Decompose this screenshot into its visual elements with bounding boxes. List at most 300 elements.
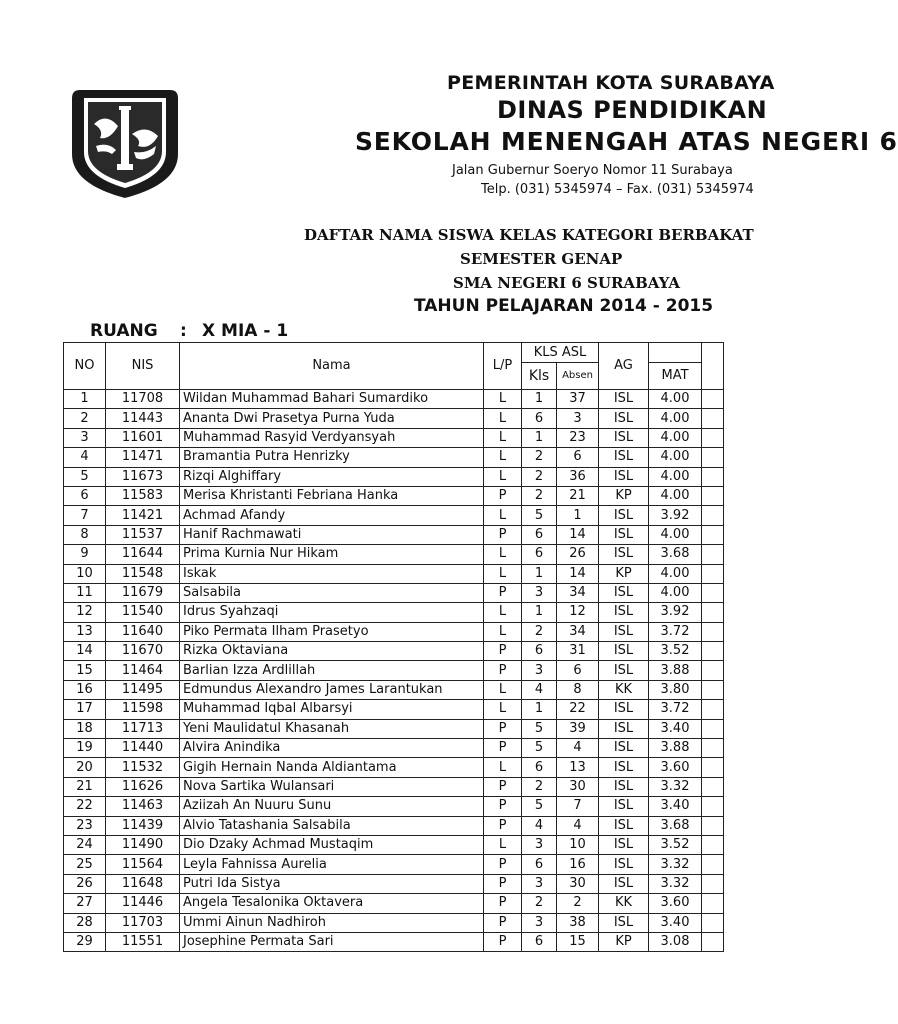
cell-extra: [702, 758, 724, 777]
table-row: [64, 409, 724, 428]
cell-no: 16: [64, 680, 106, 699]
table-row: [64, 680, 724, 699]
cell-mat: 3.32: [649, 777, 702, 796]
cell-mat: 3.60: [649, 758, 702, 777]
cell-ag: ISL: [599, 409, 649, 428]
cell-nama: Rizqi Alghiffary: [180, 467, 484, 486]
cell-nama: Bramantia Putra Henrizky: [180, 448, 484, 467]
cell-nis: 11679: [106, 583, 180, 602]
cell-lp: L: [484, 680, 522, 699]
table-row: [64, 874, 724, 893]
header-mat: MAT: [649, 363, 702, 390]
cell-ag: ISL: [599, 835, 649, 854]
table-row: [64, 719, 724, 738]
cell-mat: 3.68: [649, 816, 702, 835]
cell-lp: L: [484, 835, 522, 854]
table-row: [64, 700, 724, 719]
cell-kls: 3: [522, 913, 557, 932]
cell-extra: [702, 739, 724, 758]
header-kls: Kls: [522, 363, 557, 390]
table-row: [64, 390, 724, 409]
cell-lp: P: [484, 525, 522, 544]
document-year: TAHUN PELAJARAN 2014 - 2015: [414, 296, 714, 316]
cell-extra: [702, 719, 724, 738]
cell-ag: ISL: [599, 874, 649, 893]
cell-nis: 11601: [106, 428, 180, 447]
header-lp: L/P: [484, 343, 522, 390]
cell-nama: Josephine Permata Sari: [180, 932, 484, 951]
cell-mat: 4.00: [649, 583, 702, 602]
cell-lp: L: [484, 467, 522, 486]
cell-kls: 6: [522, 409, 557, 428]
table-row: [64, 545, 724, 564]
cell-extra: [702, 835, 724, 854]
cell-no: 8: [64, 525, 106, 544]
cell-kls: 2: [522, 448, 557, 467]
cell-kls: 6: [522, 545, 557, 564]
cell-ag: KP: [599, 564, 649, 583]
cell-absen: 34: [557, 583, 599, 602]
cell-extra: [702, 409, 724, 428]
cell-absen: 6: [557, 448, 599, 467]
cell-nis: 11421: [106, 506, 180, 525]
cell-absen: 6: [557, 661, 599, 680]
cell-absen: 21: [557, 486, 599, 505]
cell-no: 13: [64, 622, 106, 641]
header-extra: [702, 343, 724, 390]
table-row: [64, 467, 724, 486]
cell-extra: [702, 816, 724, 835]
cell-no: 10: [64, 564, 106, 583]
cell-extra: [702, 622, 724, 641]
cell-no: 3: [64, 428, 106, 447]
cell-ag: ISL: [599, 390, 649, 409]
cell-ag: ISL: [599, 739, 649, 758]
table-row: [64, 758, 724, 777]
cell-kls: 6: [522, 525, 557, 544]
cell-mat: 3.40: [649, 719, 702, 738]
cell-mat: 3.52: [649, 642, 702, 661]
cell-no: 25: [64, 855, 106, 874]
table-row: [64, 913, 724, 932]
cell-extra: [702, 680, 724, 699]
cell-mat: 3.92: [649, 603, 702, 622]
cell-absen: 14: [557, 564, 599, 583]
cell-kls: 1: [522, 603, 557, 622]
cell-ag: ISL: [599, 448, 649, 467]
cell-absen: 34: [557, 622, 599, 641]
table-row: [64, 816, 724, 835]
table-row: [64, 448, 724, 467]
cell-kls: 3: [522, 583, 557, 602]
cell-kls: 2: [522, 467, 557, 486]
cell-ag: ISL: [599, 855, 649, 874]
cell-lp: P: [484, 661, 522, 680]
cell-no: 27: [64, 894, 106, 913]
cell-extra: [702, 390, 724, 409]
cell-nis: 11673: [106, 467, 180, 486]
cell-absen: 4: [557, 816, 599, 835]
cell-lp: L: [484, 428, 522, 447]
cell-no: 23: [64, 816, 106, 835]
cell-extra: [702, 448, 724, 467]
cell-nis: 11439: [106, 816, 180, 835]
cell-kls: 4: [522, 680, 557, 699]
cell-mat: 4.00: [649, 448, 702, 467]
table-row: [64, 739, 724, 758]
cell-ag: ISL: [599, 583, 649, 602]
letterhead-phone: Telp. (031) 5345974 – Fax. (031) 5345974: [481, 182, 754, 197]
cell-mat: 3.72: [649, 700, 702, 719]
cell-nama: Achmad Afandy: [180, 506, 484, 525]
cell-mat: 3.40: [649, 797, 702, 816]
cell-no: 21: [64, 777, 106, 796]
cell-extra: [702, 777, 724, 796]
cell-absen: 23: [557, 428, 599, 447]
cell-lp: P: [484, 932, 522, 951]
student-table: [63, 342, 724, 952]
cell-no: 18: [64, 719, 106, 738]
cell-lp: P: [484, 642, 522, 661]
cell-extra: [702, 932, 724, 951]
cell-nis: 11708: [106, 390, 180, 409]
cell-nis: 11463: [106, 797, 180, 816]
header-kls-asl: KLS ASL: [522, 343, 599, 363]
cell-nis: 11537: [106, 525, 180, 544]
cell-absen: 30: [557, 777, 599, 796]
cell-mat: 3.88: [649, 661, 702, 680]
cell-no: 14: [64, 642, 106, 661]
cell-mat: 3.72: [649, 622, 702, 641]
cell-extra: [702, 874, 724, 893]
document-semester: SEMESTER GENAP: [460, 250, 623, 268]
table-row: [64, 486, 724, 505]
cell-extra: [702, 428, 724, 447]
cell-mat: 3.32: [649, 874, 702, 893]
table-row: [64, 932, 724, 951]
cell-lp: P: [484, 894, 522, 913]
cell-nis: 11532: [106, 758, 180, 777]
cell-lp: L: [484, 564, 522, 583]
cell-nis: 11446: [106, 894, 180, 913]
cell-ag: ISL: [599, 758, 649, 777]
cell-kls: 2: [522, 622, 557, 641]
cell-kls: 1: [522, 428, 557, 447]
cell-nis: 11644: [106, 545, 180, 564]
cell-no: 24: [64, 835, 106, 854]
cell-nama: Ananta Dwi Prasetya Purna Yuda: [180, 409, 484, 428]
cell-nama: Dio Dzaky Achmad Mustaqim: [180, 835, 484, 854]
table-row: [64, 855, 724, 874]
cell-mat: 3.92: [649, 506, 702, 525]
cell-mat: 4.00: [649, 564, 702, 583]
cell-lp: L: [484, 603, 522, 622]
cell-absen: 15: [557, 932, 599, 951]
cell-nis: 11598: [106, 700, 180, 719]
cell-lp: L: [484, 409, 522, 428]
table-row: [64, 564, 724, 583]
cell-absen: 10: [557, 835, 599, 854]
cell-extra: [702, 894, 724, 913]
room-info: [90, 321, 288, 341]
table-row: [64, 583, 724, 602]
cell-absen: 22: [557, 700, 599, 719]
cell-mat: 4.00: [649, 409, 702, 428]
cell-no: 20: [64, 758, 106, 777]
header-absen: Absen: [557, 363, 599, 390]
cell-nis: 11443: [106, 409, 180, 428]
cell-mat: 3.52: [649, 835, 702, 854]
cell-extra: [702, 486, 724, 505]
header-nama: Nama: [180, 343, 484, 390]
cell-nis: 11490: [106, 835, 180, 854]
table-row: [64, 622, 724, 641]
cell-ag: KP: [599, 486, 649, 505]
cell-extra: [702, 700, 724, 719]
header-no: NO: [64, 343, 106, 390]
cell-nis: 11564: [106, 855, 180, 874]
cell-nama: Rizka Oktaviana: [180, 642, 484, 661]
table-row: [64, 894, 724, 913]
cell-kls: 2: [522, 486, 557, 505]
cell-ag: ISL: [599, 642, 649, 661]
cell-nama: Gigih Hernain Nanda Aldiantama: [180, 758, 484, 777]
cell-ag: ISL: [599, 777, 649, 796]
cell-no: 26: [64, 874, 106, 893]
cell-lp: P: [484, 777, 522, 796]
cell-extra: [702, 506, 724, 525]
cell-lp: L: [484, 758, 522, 777]
cell-nis: 11648: [106, 874, 180, 893]
cell-no: 9: [64, 545, 106, 564]
cell-lp: P: [484, 874, 522, 893]
cell-absen: 16: [557, 855, 599, 874]
cell-nis: 11626: [106, 777, 180, 796]
cell-no: 12: [64, 603, 106, 622]
letterhead-department: DINAS PENDIDIKAN: [497, 96, 768, 124]
cell-ag: ISL: [599, 661, 649, 680]
cell-kls: 6: [522, 932, 557, 951]
cell-kls: 6: [522, 855, 557, 874]
cell-nama: Nova Sartika Wulansari: [180, 777, 484, 796]
cell-kls: 5: [522, 739, 557, 758]
cell-ag: ISL: [599, 816, 649, 835]
cell-nis: 11548: [106, 564, 180, 583]
cell-extra: [702, 603, 724, 622]
cell-absen: 12: [557, 603, 599, 622]
cell-kls: 3: [522, 874, 557, 893]
cell-ag: ISL: [599, 700, 649, 719]
cell-nama: Muhammad Rasyid Verdyansyah: [180, 428, 484, 447]
cell-mat: 3.60: [649, 894, 702, 913]
cell-nama: Idrus Syahzaqi: [180, 603, 484, 622]
cell-no: 22: [64, 797, 106, 816]
cell-ag: ISL: [599, 545, 649, 564]
cell-no: 1: [64, 390, 106, 409]
cell-absen: 7: [557, 797, 599, 816]
cell-absen: 8: [557, 680, 599, 699]
cell-lp: P: [484, 739, 522, 758]
city-crest-logo: [66, 84, 184, 202]
cell-no: 11: [64, 583, 106, 602]
cell-nama: Wildan Muhammad Bahari Sumardiko: [180, 390, 484, 409]
room-value: X MIA - 1: [202, 321, 289, 341]
cell-kls: 2: [522, 894, 557, 913]
cell-nis: 11540: [106, 603, 180, 622]
document-school: SMA NEGERI 6 SURABAYA: [453, 274, 681, 292]
table-row: [64, 661, 724, 680]
cell-nama: Barlian Izza Ardlillah: [180, 661, 484, 680]
cell-mat: 3.32: [649, 855, 702, 874]
cell-kls: 1: [522, 390, 557, 409]
cell-kls: 3: [522, 661, 557, 680]
cell-no: 2: [64, 409, 106, 428]
table-row: [64, 506, 724, 525]
room-colon: :: [180, 321, 187, 341]
table-row: [64, 642, 724, 661]
cell-lp: P: [484, 855, 522, 874]
cell-no: 6: [64, 486, 106, 505]
cell-nis: 11713: [106, 719, 180, 738]
cell-mat: 3.08: [649, 932, 702, 951]
cell-lp: P: [484, 797, 522, 816]
cell-no: 28: [64, 913, 106, 932]
cell-lp: L: [484, 545, 522, 564]
cell-ag: ISL: [599, 525, 649, 544]
cell-absen: 37: [557, 390, 599, 409]
cell-nama: Edmundus Alexandro James Larantukan: [180, 680, 484, 699]
cell-lp: P: [484, 913, 522, 932]
letterhead-address: Jalan Gubernur Soeryo Nomor 11 Surabaya: [452, 163, 733, 178]
cell-nis: 11551: [106, 932, 180, 951]
cell-no: 17: [64, 700, 106, 719]
cell-nama: Ummi Ainun Nadhiroh: [180, 913, 484, 932]
cell-extra: [702, 564, 724, 583]
student-table-wrapper: [63, 342, 700, 952]
cell-nis: 11670: [106, 642, 180, 661]
cell-mat: 4.00: [649, 467, 702, 486]
cell-mat: 4.00: [649, 390, 702, 409]
cell-extra: [702, 661, 724, 680]
room-label: RUANG: [90, 321, 158, 341]
cell-extra: [702, 583, 724, 602]
cell-lp: P: [484, 719, 522, 738]
cell-no: 29: [64, 932, 106, 951]
cell-lp: L: [484, 448, 522, 467]
cell-absen: 31: [557, 642, 599, 661]
cell-nis: 11640: [106, 622, 180, 641]
cell-extra: [702, 855, 724, 874]
cell-kls: 5: [522, 506, 557, 525]
cell-kls: 6: [522, 758, 557, 777]
cell-ag: ISL: [599, 913, 649, 932]
cell-no: 4: [64, 448, 106, 467]
table-row: [64, 777, 724, 796]
cell-mat: 4.00: [649, 428, 702, 447]
cell-nama: Leyla Fahnissa Aurelia: [180, 855, 484, 874]
cell-absen: 1: [557, 506, 599, 525]
cell-mat: 3.80: [649, 680, 702, 699]
cell-ag: KK: [599, 680, 649, 699]
cell-ag: ISL: [599, 467, 649, 486]
header-nis: NIS: [106, 343, 180, 390]
cell-lp: L: [484, 700, 522, 719]
table-row: [64, 603, 724, 622]
cell-absen: 3: [557, 409, 599, 428]
cell-no: 7: [64, 506, 106, 525]
cell-ag: KP: [599, 932, 649, 951]
cell-lp: L: [484, 622, 522, 641]
cell-absen: 14: [557, 525, 599, 544]
table-row: [64, 835, 724, 854]
cell-mat: 4.00: [649, 486, 702, 505]
table-row: [64, 428, 724, 447]
cell-kls: 6: [522, 642, 557, 661]
cell-nama: Alvira Anindika: [180, 739, 484, 758]
cell-kls: 1: [522, 700, 557, 719]
cell-absen: 36: [557, 467, 599, 486]
cell-absen: 4: [557, 739, 599, 758]
header-ag: AG: [599, 343, 649, 390]
cell-absen: 30: [557, 874, 599, 893]
table-row: [64, 797, 724, 816]
letterhead-government: PEMERINTAH KOTA SURABAYA: [447, 72, 775, 94]
cell-kls: 2: [522, 777, 557, 796]
cell-ag: KK: [599, 894, 649, 913]
cell-nis: 11440: [106, 739, 180, 758]
cell-extra: [702, 467, 724, 486]
cell-ag: ISL: [599, 797, 649, 816]
cell-extra: [702, 545, 724, 564]
cell-nis: 11464: [106, 661, 180, 680]
cell-lp: L: [484, 506, 522, 525]
cell-mat: 3.88: [649, 739, 702, 758]
cell-nama: Iskak: [180, 564, 484, 583]
cell-ag: ISL: [599, 506, 649, 525]
cell-absen: 13: [557, 758, 599, 777]
cell-mat: 3.40: [649, 913, 702, 932]
cell-nama: Aziizah An Nuuru Sunu: [180, 797, 484, 816]
cell-lp: L: [484, 390, 522, 409]
cell-absen: 2: [557, 894, 599, 913]
cell-kls: 4: [522, 816, 557, 835]
cell-nis: 11583: [106, 486, 180, 505]
cell-ag: ISL: [599, 428, 649, 447]
cell-lp: P: [484, 816, 522, 835]
cell-nama: Alvio Tatashania Salsabila: [180, 816, 484, 835]
letterhead-school: SEKOLAH MENENGAH ATAS NEGERI 6: [355, 127, 898, 156]
cell-nama: Muhammad Iqbal Albarsyi: [180, 700, 484, 719]
cell-nama: Yeni Maulidatul Khasanah: [180, 719, 484, 738]
cell-absen: 38: [557, 913, 599, 932]
cell-ag: ISL: [599, 719, 649, 738]
cell-nama: Prima Kurnia Nur Hikam: [180, 545, 484, 564]
cell-extra: [702, 913, 724, 932]
cell-nama: Hanif Rachmawati: [180, 525, 484, 544]
cell-no: 19: [64, 739, 106, 758]
cell-extra: [702, 642, 724, 661]
cell-kls: 1: [522, 564, 557, 583]
cell-ag: ISL: [599, 603, 649, 622]
cell-absen: 26: [557, 545, 599, 564]
cell-extra: [702, 797, 724, 816]
cell-nis: 11703: [106, 913, 180, 932]
cell-mat: 4.00: [649, 525, 702, 544]
table-row: [64, 525, 724, 544]
cell-nama: Merisa Khristanti Febriana Hanka: [180, 486, 484, 505]
cell-no: 5: [64, 467, 106, 486]
cell-kls: 3: [522, 835, 557, 854]
